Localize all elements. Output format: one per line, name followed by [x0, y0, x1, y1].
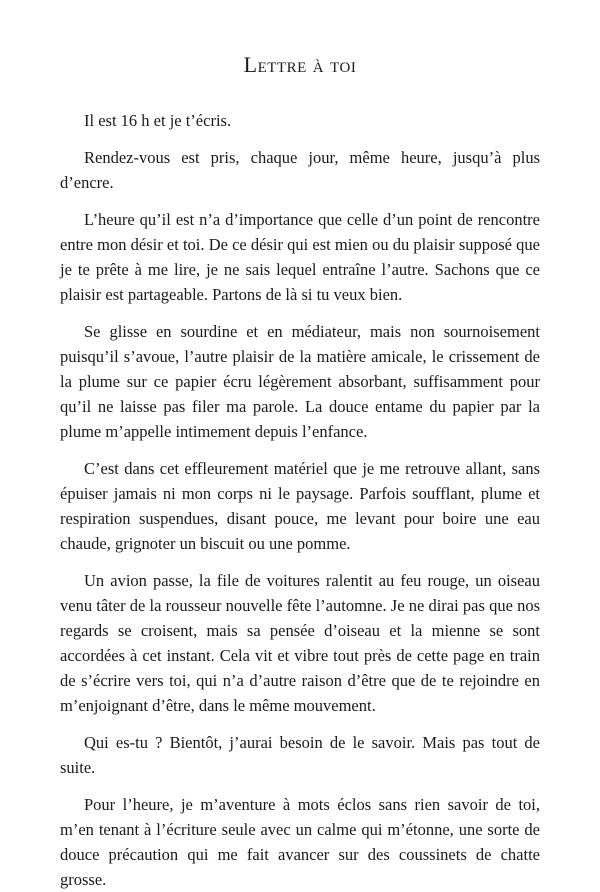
page-title: Lettre à toi [243, 52, 357, 77]
paragraph-7: Qui es-tu ? Bientôt, j’aurai besoin de le savoir. Mais pas tout de suite. [60, 733, 540, 777]
paragraph-4: Se glisse en sourdine et en médiateur, mais non sournoisement puisqu’il s’avoue, l’autre plaisir de la matière amicale, le crissement de la plume sur ce papier écru légèrement absorbant, suffisamment pour qu’il ne laisse pas filer ma parole. La douce entame du papier par la plume m’appelle intimement depuis l’enfance. [60, 322, 540, 441]
paragraph-3: L’heure qu’il est n’a d’importance que celle d’un point de rencontre entre mon désir et toi. De ce désir qui est mien ou du plaisir supposé que je te prête à me lire, je ne sais lequel entraîne l’autre. Sachons que ce plaisir est partageable. Partons de là si tu veux bien. [60, 210, 540, 304]
paragraph-8: Pour l’heure, je m’aventure à mots éclos sans rien savoir de toi, m’en tenant à l’écriture seule avec un calme qui m’étonne, une sorte de douce précaution qui me fait avancer sur des coussinets de chatte grosse. [60, 795, 540, 889]
paragraph-5: C’est dans cet effleurement matériel que je me retrouve allant, sans épuiser jamais ni mon corps ni le paysage. Parfois soufflant, plume et respiration suspendues, disant pouce, me levant pour boire une eau chaude, grignoter un biscuit ou une pomme. [60, 459, 540, 553]
paragraph-1: Il est 16 h et je t’écris. [84, 111, 232, 130]
paragraph-2: Rendez-vous est pris, chaque jour, même heure, jusqu’à plus d’encre. [60, 148, 540, 192]
paragraph-6: Un avion passe, la file de voitures ralentit au feu rouge, un oiseau venu tâter de la rousseur nouvelle fête l’automne. Je ne dirai pas que nos regards se croisent, mais sa pensée d’oiseau et la mienne se sont accordées à cet instant. Cela vit et vibre tout près de cette page en train de s’écrire vers toi, qui n’a d’autre raison d’être que de te rejoindre en m’enjoignant d’être, dans le même mouvement. [60, 571, 540, 715]
